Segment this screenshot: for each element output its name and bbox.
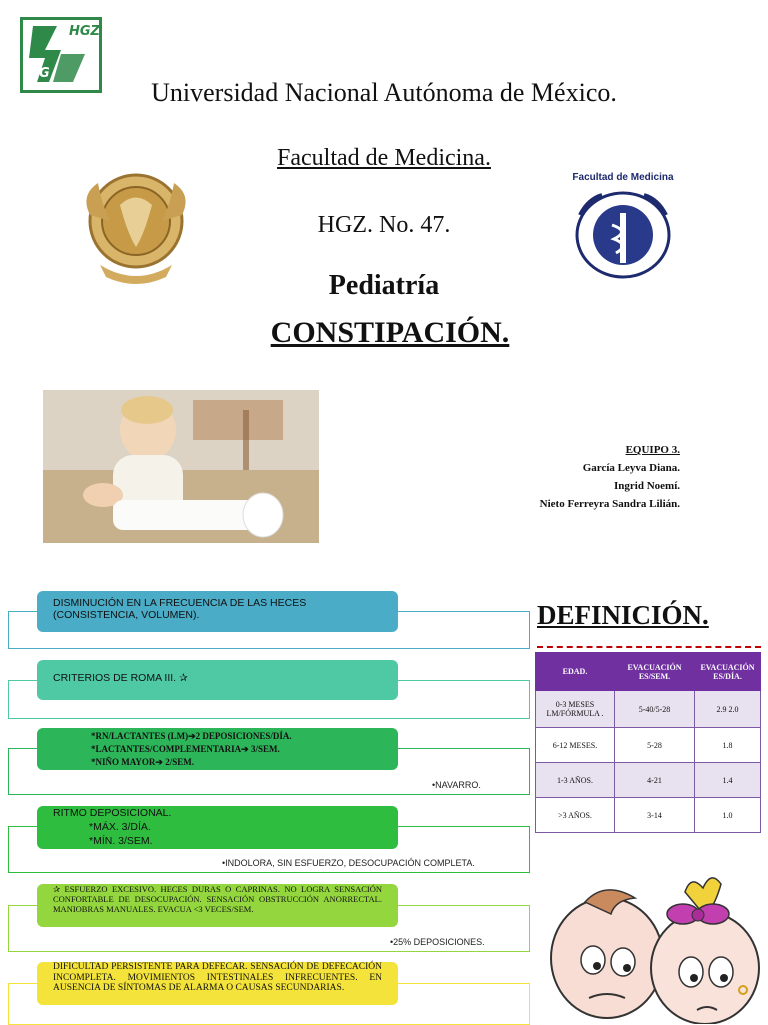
note-painless: •INDOLORA, SIN ESFUERZO, DESOCUPACIÓN COMPLETA. [222,858,475,868]
table-cell: 3-14 [615,798,695,833]
hospital-title: HGZ. No. 47. [317,212,451,238]
table-cell: >3 AÑOS. [536,798,615,833]
note-deposits: •25% DEPOSICIONES. [390,937,485,947]
team-member: García Leyva Diana. [582,462,680,474]
table-header-cell: EVACUACIÓN ES/SEM. [615,653,695,691]
note-navarro: •NAVARRO. [432,780,481,790]
table-cell: 1.0 [695,798,761,833]
flow-box-criteria [37,884,398,927]
team-member: Nieto Ferreyra Sandra Lilián. [539,498,680,510]
cartoon-babies-illustration [545,870,765,1024]
flow-box-persistent [37,962,398,1005]
table-row [536,728,761,763]
flow-box-text: ✰ ESFUERZO EXCESIVO. HECES DURAS O CAPRINAS. NO LOGRA SENSACIÓN CONFORTABLE DE DESOCUPACIÓN. SENSACIÓN OBSTRUCCIÓN ANORRECTAL. MANIOBRAS MANUALES. EVACUA <3 VECES/SEM. [53,884,382,914]
table-cell: 4-21 [615,763,695,798]
table-cell: 5-40/5-28 [615,691,695,728]
team-member: Ingrid Noemí. [614,480,680,492]
table-cell: 6-12 MESES. [536,728,615,763]
flow-box-line: *MÍN. 3/SEM. [89,835,153,847]
logo-text-top: HGZ [69,24,100,39]
flow-box-text: CRITERIOS DE ROMA III. ✰ [53,672,188,684]
flow-box-text: DISMINUCIÓN EN LA FRECUENCIA DE LAS HECES (CONSISTENCIA, VOLUMEN). [53,597,307,621]
table-cell: 0-3 MESES LM/FÓRMULA . [536,691,615,728]
table-cell: 1-3 AÑOS. [536,763,615,798]
flow-box-line: RITMO DEPOSICIONAL. [53,807,172,819]
faculty-logo-label: Facultad de Medicina [572,172,674,183]
flow-box-frequency [37,728,398,770]
logo-text-bottom: VG [29,66,50,81]
topic-title: CONSTIPACIÓN. [270,316,510,349]
table-row [536,763,761,798]
table-header-cell: EDAD. [536,653,615,691]
team-title: EQUIPO 3. [625,444,680,456]
table-row [536,691,761,728]
baby-photo [43,390,319,543]
evacuation-table [535,652,761,833]
faculty-medicine-seal [568,185,678,281]
table-cell: 1.8 [695,728,761,763]
faculty-title: Facultad de Medicina. [277,145,491,171]
table-header-row [536,653,761,691]
flow-box-line: *MÁX. 3/DÍA. [89,821,151,833]
flow-box-rhythm [37,806,398,849]
table-row [536,798,761,833]
unam-seal-logo [80,165,192,290]
university-title: Universidad Nacional Autónoma de México. [151,78,617,107]
red-dashed-divider [537,646,761,648]
flow-box-definition [37,591,398,632]
table-cell: 5-28 [615,728,695,763]
flow-box-roma [37,660,398,700]
flow-box-line: *LACTANTES/COMPLEMENTARIA➔ 3/SEM. [91,744,280,754]
table-cell: 1.4 [695,763,761,798]
flow-box-line: *RN/LACTANTES (LM)➔2 DEPOSICIONES/DÍA. [91,731,292,741]
specialty-title: Pediatría [328,270,440,301]
flow-box-line: *NIÑO MAYOR➔ 2/SEM. [91,757,194,767]
flow-box-text: DIFICULTAD PERSISTENTE PARA DEFECAR. SENSACIÓN DE DEFECACIÓN INCOMPLETA. MOVIMIENTOS INTESTINALES INFRECUENTES. EN AUSENCIA DE SÍNTOMAS DE ALARMA O CAUSAS SECUNDARIAS. [53,962,382,993]
definition-title: DEFINICIÓN. [537,600,709,630]
table-header-cell: EVACUACIÓN ES/DÍA. [695,653,761,691]
table-cell: 2.9 2.0 [695,691,761,728]
